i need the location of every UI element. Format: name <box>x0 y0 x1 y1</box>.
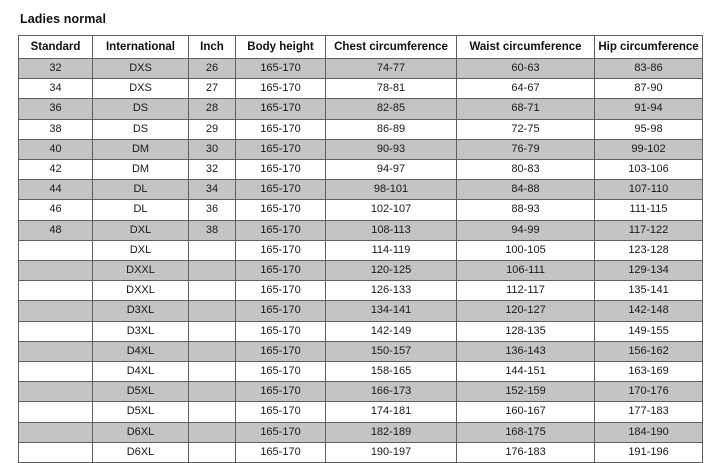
table-cell: 107-110 <box>595 180 703 200</box>
table-cell: 165-170 <box>236 240 326 260</box>
table-header <box>19 36 703 59</box>
table-cell: 34 <box>189 180 236 200</box>
table-cell: 76-79 <box>457 139 595 159</box>
table-cell <box>19 261 93 281</box>
table-cell: 142-148 <box>595 301 703 321</box>
table-row <box>19 240 703 260</box>
table-cell: 165-170 <box>236 220 326 240</box>
table-cell: 102-107 <box>326 200 457 220</box>
table-cell: 165-170 <box>236 180 326 200</box>
table-cell: 94-97 <box>326 160 457 180</box>
table-cell: 177-183 <box>595 402 703 422</box>
table-cell: 36 <box>189 200 236 220</box>
table-cell <box>19 422 93 442</box>
table-cell: D4XL <box>93 341 189 361</box>
table-cell: 168-175 <box>457 422 595 442</box>
table-cell: 44 <box>19 180 93 200</box>
table-cell <box>189 402 236 422</box>
table-cell: 88-93 <box>457 200 595 220</box>
table-cell: DS <box>93 119 189 139</box>
table-cell: 117-122 <box>595 220 703 240</box>
table-cell: 94-99 <box>457 220 595 240</box>
table-cell: 98-101 <box>326 180 457 200</box>
table-row <box>19 200 703 220</box>
table-cell: D6XL <box>93 422 189 442</box>
table-cell: 30 <box>189 139 236 159</box>
table-cell <box>19 341 93 361</box>
table-cell <box>189 442 236 462</box>
table-cell <box>189 341 236 361</box>
table-cell: 136-143 <box>457 341 595 361</box>
table-cell: 27 <box>189 79 236 99</box>
table-cell: 165-170 <box>236 281 326 301</box>
table-cell: 165-170 <box>236 362 326 382</box>
table-row <box>19 220 703 240</box>
table-cell: 34 <box>19 79 93 99</box>
table-cell: 74-77 <box>326 59 457 79</box>
table-cell: 64-67 <box>457 79 595 99</box>
table-cell: 165-170 <box>236 442 326 462</box>
table-row <box>19 382 703 402</box>
table-cell: 123-128 <box>595 240 703 260</box>
table-cell: 84-88 <box>457 180 595 200</box>
table-cell: 182-189 <box>326 422 457 442</box>
table-cell <box>19 382 93 402</box>
table-cell: 86-89 <box>326 119 457 139</box>
table-cell: 165-170 <box>236 422 326 442</box>
table-cell: DXS <box>93 79 189 99</box>
table-cell: 114-119 <box>326 240 457 260</box>
table-cell: 106-111 <box>457 261 595 281</box>
table-cell: 129-134 <box>595 261 703 281</box>
table-cell <box>189 240 236 260</box>
table-row <box>19 59 703 79</box>
table-cell: 165-170 <box>236 261 326 281</box>
table-cell: DXXL <box>93 281 189 301</box>
table-row <box>19 119 703 139</box>
table-cell: D4XL <box>93 362 189 382</box>
table-cell <box>189 321 236 341</box>
table-row <box>19 261 703 281</box>
table-cell: 165-170 <box>236 382 326 402</box>
table-cell <box>19 240 93 260</box>
table-row <box>19 442 703 462</box>
table-cell: DM <box>93 139 189 159</box>
table-cell <box>19 281 93 301</box>
table-body <box>19 59 703 463</box>
table-cell: 60-63 <box>457 59 595 79</box>
table-cell: 28 <box>189 99 236 119</box>
table-cell: 135-141 <box>595 281 703 301</box>
table-cell <box>19 362 93 382</box>
table-cell: 80-83 <box>457 160 595 180</box>
table-cell: D3XL <box>93 321 189 341</box>
table-cell: 38 <box>19 119 93 139</box>
table-cell <box>189 422 236 442</box>
table-cell: DS <box>93 99 189 119</box>
table-cell: 165-170 <box>236 200 326 220</box>
table-cell: 103-106 <box>595 160 703 180</box>
table-row <box>19 79 703 99</box>
table-cell: 32 <box>19 59 93 79</box>
size-chart-table <box>18 35 703 463</box>
table-cell: 120-125 <box>326 261 457 281</box>
table-cell: DXL <box>93 240 189 260</box>
table-cell: 90-93 <box>326 139 457 159</box>
column-header-standard: Standard <box>19 36 93 59</box>
table-cell: 174-181 <box>326 402 457 422</box>
page-title: Ladies normal <box>20 12 107 26</box>
table-cell <box>19 402 93 422</box>
table-cell <box>189 281 236 301</box>
table-row <box>19 180 703 200</box>
table-cell: 165-170 <box>236 160 326 180</box>
table-cell: 82-85 <box>326 99 457 119</box>
table-cell: 29 <box>189 119 236 139</box>
table-cell: 112-117 <box>457 281 595 301</box>
table-row <box>19 301 703 321</box>
table-cell: 111-115 <box>595 200 703 220</box>
table-row <box>19 402 703 422</box>
table-cell: 176-183 <box>457 442 595 462</box>
table-cell: 38 <box>189 220 236 240</box>
column-header-international: International <box>93 36 189 59</box>
table-cell <box>19 442 93 462</box>
table-row <box>19 99 703 119</box>
table-cell: 165-170 <box>236 301 326 321</box>
table-cell: 152-159 <box>457 382 595 402</box>
column-header-waist-circumference: Waist circumference <box>457 36 595 59</box>
table-cell: DL <box>93 200 189 220</box>
table-cell <box>19 321 93 341</box>
table-cell: 40 <box>19 139 93 159</box>
table-row <box>19 160 703 180</box>
table-cell: 165-170 <box>236 79 326 99</box>
table-cell: D3XL <box>93 301 189 321</box>
table-cell <box>189 261 236 281</box>
table-cell: 166-173 <box>326 382 457 402</box>
table-cell: 149-155 <box>595 321 703 341</box>
table-row <box>19 422 703 442</box>
column-header-body-height: Body height <box>236 36 326 59</box>
table-cell: 165-170 <box>236 119 326 139</box>
table-cell: DL <box>93 180 189 200</box>
table-header-row <box>19 36 703 59</box>
table-cell: D5XL <box>93 382 189 402</box>
table-cell: DM <box>93 160 189 180</box>
table-cell <box>189 301 236 321</box>
table-cell: 42 <box>19 160 93 180</box>
table-cell: 108-113 <box>326 220 457 240</box>
table-cell: 26 <box>189 59 236 79</box>
table-cell: DXXL <box>93 261 189 281</box>
table-cell <box>189 362 236 382</box>
table-cell: 95-98 <box>595 119 703 139</box>
table-cell: 128-135 <box>457 321 595 341</box>
table-cell: 134-141 <box>326 301 457 321</box>
table-cell: 165-170 <box>236 321 326 341</box>
table-cell: 83-86 <box>595 59 703 79</box>
table-cell: 160-167 <box>457 402 595 422</box>
table-cell: 48 <box>19 220 93 240</box>
table-cell: 68-71 <box>457 99 595 119</box>
table-cell: 191-196 <box>595 442 703 462</box>
table-cell: 91-94 <box>595 99 703 119</box>
table-row <box>19 341 703 361</box>
table-cell: 165-170 <box>236 99 326 119</box>
table-cell: 72-75 <box>457 119 595 139</box>
table-row <box>19 362 703 382</box>
table-cell <box>189 382 236 402</box>
table-cell: 165-170 <box>236 139 326 159</box>
table-cell: 32 <box>189 160 236 180</box>
table-row <box>19 321 703 341</box>
table-cell: 144-151 <box>457 362 595 382</box>
column-header-chest-circumference: Chest circumference <box>326 36 457 59</box>
table-cell: 46 <box>19 200 93 220</box>
table-cell: 36 <box>19 99 93 119</box>
table-cell: 150-157 <box>326 341 457 361</box>
table-cell: 165-170 <box>236 341 326 361</box>
column-header-inch: Inch <box>189 36 236 59</box>
table-cell: 87-90 <box>595 79 703 99</box>
table-cell: DXL <box>93 220 189 240</box>
table-cell: D6XL <box>93 442 189 462</box>
table-cell: DXS <box>93 59 189 79</box>
table-cell: 156-162 <box>595 341 703 361</box>
column-header-hip-circumference: Hip circumference <box>595 36 703 59</box>
table-cell: 163-169 <box>595 362 703 382</box>
table-cell: 190-197 <box>326 442 457 462</box>
table-cell: 165-170 <box>236 59 326 79</box>
table-row <box>19 139 703 159</box>
table-cell: 165-170 <box>236 402 326 422</box>
table-cell: 120-127 <box>457 301 595 321</box>
table-cell <box>19 301 93 321</box>
table-cell: 100-105 <box>457 240 595 260</box>
table-cell: 78-81 <box>326 79 457 99</box>
table-cell: 184-190 <box>595 422 703 442</box>
table-cell: 170-176 <box>595 382 703 402</box>
table-row <box>19 281 703 301</box>
table-cell: 158-165 <box>326 362 457 382</box>
table-cell: 126-133 <box>326 281 457 301</box>
table-cell: D5XL <box>93 402 189 422</box>
table-cell: 142-149 <box>326 321 457 341</box>
table-cell: 99-102 <box>595 139 703 159</box>
